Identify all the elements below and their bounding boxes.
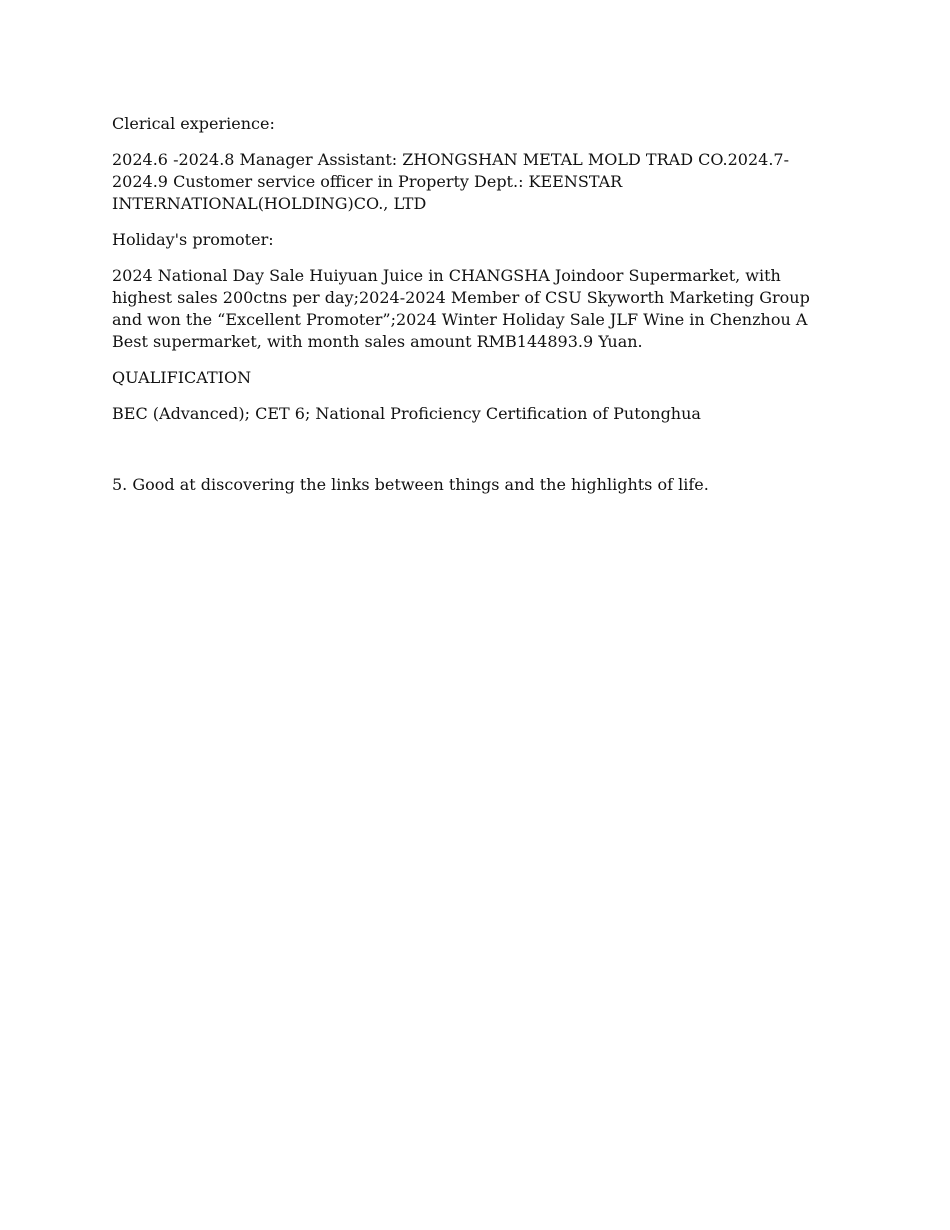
qualification-text: BEC (Advanced); CET 6; National Proficiency Certification of Putonghua xyxy=(112,404,701,423)
clerical-experience-text: 2024.6 -2024.8 Manager Assistant: ZHONGSHAN METAL MOLD TRAD CO.2024.7-2024.9 Customer service officer in Property Dept.: KEENSTAR INTERNATIONAL(HOLDING)CO., LTD xyxy=(112,150,790,213)
section-heading-holiday-promoter: Holiday's promoter: xyxy=(112,230,274,249)
document-body xyxy=(112,113,840,510)
blank-paragraph-spacer xyxy=(112,439,840,474)
section-heading-clerical-experience: Clerical experience: xyxy=(112,114,275,133)
section-heading-qualification: QUALIFICATION xyxy=(112,368,252,387)
holiday-promoter-text: 2024 National Day Sale Huiyuan Juice in CHANGSHA Joindoor Supermarket, with highest sales 200ctns per day;2024-2024 Member of CSU Skyworth Marketing Group and won the “Excellent Promoter”;2024 Winter Holiday Sale JLF Wine in Chenzhou A Best supermarket, with month sales amount RMB144893.9 Yuan. xyxy=(112,266,810,351)
list-item-point-5: 5. Good at discovering the links between things and the highlights of life. xyxy=(112,475,709,494)
